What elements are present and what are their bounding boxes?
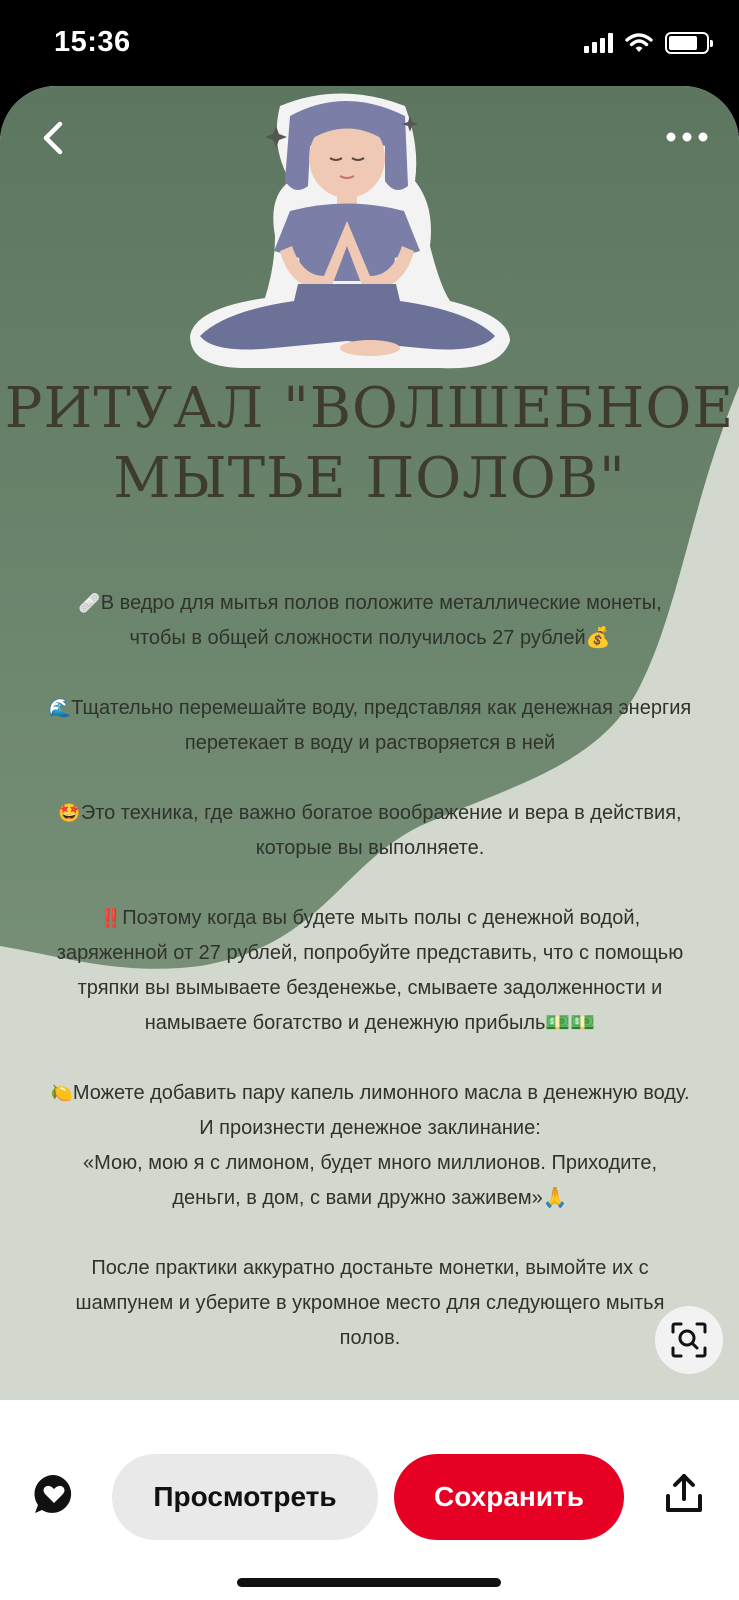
text-line: И произнести денежное заклинание: — [199, 1117, 541, 1139]
text-line: которые вы выполняете. — [255, 837, 485, 859]
status-bar — [0, 0, 739, 88]
comment-heart-icon — [32, 1472, 76, 1516]
meditation-illustration-icon — [180, 86, 520, 376]
paragraph — [20, 1251, 720, 1356]
text-line: заряженной от 27 рублей, попробуйте представить, что с помощью — [56, 942, 684, 964]
text-line: Можете добавить пару капель лимонного масла в денежную воду. — [72, 1082, 690, 1104]
more-options-button[interactable] — [665, 122, 709, 152]
text-line: Поэтому когда вы будете мыть полы с денежной водой, — [122, 907, 641, 929]
double-exclamation-emoji: ‼️ — [99, 908, 123, 928]
text-line: деньги, в дом, с вами дружно заживем»🙏 — [172, 1187, 568, 1209]
visual-search-button[interactable] — [655, 1306, 723, 1374]
back-button[interactable] — [34, 118, 74, 158]
paragraph — [20, 691, 720, 761]
battery-icon — [665, 32, 709, 54]
paragraph — [20, 901, 720, 1041]
text-line: После практики аккуратно достаньте монетки, вымойте их с — [91, 1257, 649, 1279]
text-line: полов. — [339, 1327, 401, 1349]
status-time: 15:36 — [54, 26, 131, 58]
home-indicator — [237, 1578, 501, 1587]
comment-button[interactable] — [32, 1472, 76, 1516]
text-line: чтобы в общей сложности получилось 27 рублей💰 — [129, 627, 611, 649]
status-icons — [584, 32, 709, 54]
back-arrow-icon — [34, 118, 74, 158]
pin-title-line: РИТУАЛ "ВОЛШЕБНОЕ — [4, 376, 735, 441]
share-icon — [662, 1472, 706, 1516]
wifi-icon — [625, 32, 653, 54]
signal-icon — [584, 33, 613, 53]
visual-search-icon — [670, 1321, 708, 1359]
text-line: намываете богатство и денежную прибыль💵💵 — [144, 1012, 596, 1034]
paragraph — [20, 586, 720, 656]
lemon-emoji: 🍋 — [50, 1083, 73, 1103]
pin-image[interactable] — [0, 86, 739, 1400]
text-line: В ведро для мытья полов положите металлические монеты, — [100, 592, 662, 614]
star-eyes-emoji: 🤩 — [58, 803, 81, 823]
text-line: тряпки вы вымываете безденежье, смываете задолженности и — [77, 977, 663, 999]
wave-emoji: 🌊 — [48, 698, 72, 718]
text-line: перетекает в воду и растворяется в ней — [184, 732, 556, 754]
action-bar — [0, 1400, 739, 1600]
text-line: Это техника, где важно богатое воображение и вера в действия, — [80, 802, 682, 824]
pin-title — [0, 374, 739, 514]
more-dots-icon — [665, 122, 709, 152]
share-button[interactable] — [662, 1472, 706, 1516]
paragraph — [20, 796, 720, 866]
paragraph — [20, 1076, 720, 1216]
save-button[interactable]: Сохранить — [394, 1454, 624, 1540]
pin-text — [20, 586, 720, 1391]
view-button[interactable]: Просмотреть — [112, 1454, 378, 1540]
text-line: шампунем и уберите в укромное место для следующего мытья — [75, 1292, 665, 1314]
bandage-emoji: 🩹 — [78, 593, 101, 613]
text-line: Тщательно перемешайте воду, представляя как денежная энергия — [71, 697, 692, 719]
text-line: «Мою, мою я с лимоном, будет много миллионов. Приходите, — [82, 1152, 658, 1174]
pin-title-line: МЫТЬЕ ПОЛОВ" — [113, 446, 626, 511]
